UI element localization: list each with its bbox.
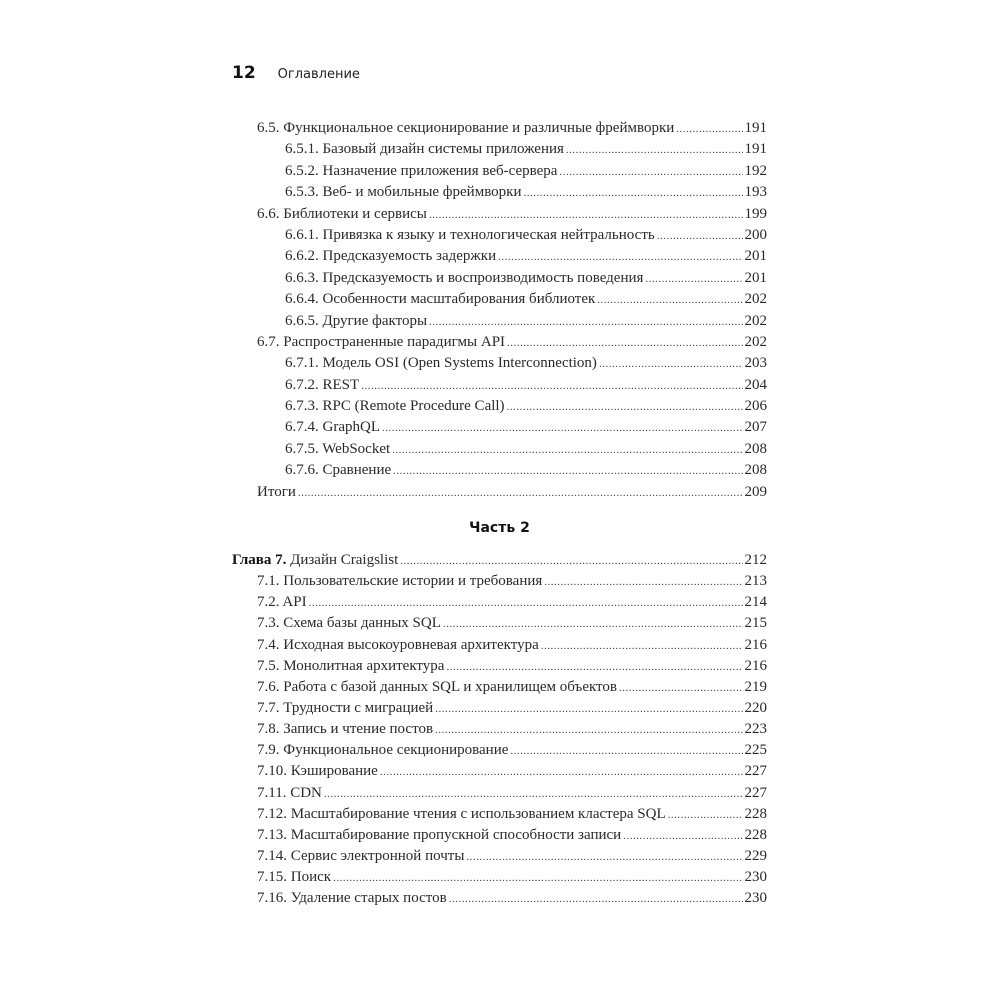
dot-leader — [392, 440, 742, 461]
toc-entry — [232, 417, 767, 438]
toc-entry — [232, 118, 767, 139]
dot-leader — [599, 354, 743, 375]
page-ref: 215 — [744, 615, 767, 632]
part-heading: Часть 2 — [469, 520, 530, 536]
page-ref: 228 — [744, 826, 767, 843]
dot-leader — [446, 657, 742, 678]
entry-title: 7.12. Масштабирование чтения с использованием кластера SQL — [257, 805, 666, 822]
running-header — [232, 63, 360, 83]
entry-title: 7.13. Масштабирование пропускной способности записи — [257, 826, 622, 843]
entry-title: 7.5. Монолитная архитектура — [257, 657, 445, 674]
running-title: Оглавление — [277, 67, 360, 82]
page-ref: 209 — [744, 483, 767, 500]
toc-entry — [232, 139, 767, 160]
page-ref: 208 — [744, 462, 767, 479]
toc-entry — [232, 396, 767, 417]
dot-leader — [449, 889, 743, 910]
toc-entry — [232, 656, 767, 677]
dot-leader — [507, 397, 743, 418]
toc-entry — [232, 677, 767, 698]
dot-leader — [597, 290, 742, 311]
page-ref: 227 — [744, 763, 767, 780]
toc-entry — [232, 375, 767, 396]
entry-title: 6.6.2. Предсказуемость задержки — [285, 248, 497, 265]
dot-leader — [566, 140, 743, 161]
toc-entry — [232, 289, 767, 310]
toc-entry — [232, 719, 767, 740]
entry-title: 6.5.3. Веб- и мобильные фреймворки — [285, 184, 522, 201]
dot-leader — [380, 762, 743, 783]
page-ref: 223 — [744, 721, 767, 738]
dot-leader — [524, 183, 743, 204]
page-ref: 216 — [744, 636, 767, 653]
entry-title: 7.9. Функциональное секционирование — [257, 742, 509, 759]
dot-leader — [324, 784, 743, 805]
dot-leader — [507, 333, 742, 354]
toc-entry — [232, 783, 767, 804]
page-ref: 225 — [744, 742, 767, 759]
dot-leader — [443, 614, 743, 635]
page-ref: 193 — [744, 184, 767, 201]
dot-leader — [309, 593, 743, 614]
toc-entry — [232, 825, 767, 846]
page-ref: 199 — [744, 205, 767, 222]
toc-entry — [232, 246, 767, 267]
toc-entry — [232, 439, 767, 460]
entry-title: 7.11. CDN — [257, 784, 322, 801]
page-ref: 230 — [744, 869, 767, 886]
toc-section-chapter-6 — [232, 118, 767, 503]
page-ref: 230 — [744, 890, 767, 907]
dot-leader — [541, 636, 743, 657]
page-ref: 201 — [744, 248, 767, 265]
entry-title: 7.1. Пользовательские истории и требования — [257, 573, 543, 590]
toc-entry — [232, 613, 767, 634]
entry-title: 7.2. API — [257, 594, 307, 611]
toc-entry — [232, 204, 767, 225]
page-ref: 214 — [744, 594, 767, 611]
toc-entry — [232, 482, 767, 503]
entry-title: 7.7. Трудности с миграцией — [257, 699, 434, 716]
page-ref: 207 — [744, 419, 767, 436]
dot-leader — [466, 847, 742, 868]
entry-title: 6.7.3. RPC (Remote Procedure Call) — [285, 398, 505, 415]
dot-leader — [645, 269, 742, 290]
toc-entry — [232, 592, 767, 613]
entry-title: Итоги — [257, 483, 296, 500]
toc-entry — [232, 353, 767, 374]
entry-title: 7.16. Удаление старых постов — [257, 890, 447, 907]
dot-leader — [657, 226, 743, 247]
page-ref: 191 — [744, 120, 767, 136]
chapter-label: Глава 7. — [232, 552, 287, 568]
entry-title: 6.6. Библиотеки и сервисы — [257, 205, 427, 222]
toc-entry — [232, 846, 767, 867]
toc-entry — [232, 268, 767, 289]
entry-title: 6.6.3. Предсказуемость и воспроизводимость поведения — [285, 269, 644, 286]
page-ref: 216 — [744, 657, 767, 674]
toc-entry — [232, 740, 767, 761]
entry-title: 6.7.6. Сравнение — [285, 462, 392, 479]
toc-entry — [232, 698, 767, 719]
page-ref: 202 — [744, 333, 767, 350]
toc-entry — [232, 161, 767, 182]
page-ref: 202 — [744, 291, 767, 308]
entry-title: 6.7.2. REST — [285, 376, 360, 393]
dot-leader — [498, 247, 742, 268]
toc-entry — [232, 332, 767, 353]
page-ref: 203 — [744, 355, 767, 372]
toc-entry — [232, 635, 767, 656]
page-ref: 213 — [744, 573, 767, 590]
dot-leader — [393, 461, 742, 482]
dot-leader — [623, 826, 742, 847]
toc-entry — [232, 460, 767, 481]
toc-section-chapter-7 — [232, 550, 767, 909]
toc-entry — [232, 867, 767, 888]
dot-leader — [435, 720, 742, 741]
page-number: 12 — [232, 63, 256, 83]
toc-entry — [232, 182, 767, 203]
page-ref: 212 — [744, 552, 767, 568]
entry-title: 6.5. Функциональное секционирование и различные фреймворки — [257, 120, 675, 136]
dot-leader — [668, 805, 743, 826]
entry-title: 6.7.4. GraphQL — [285, 419, 380, 436]
page-ref: 219 — [744, 678, 767, 695]
entry-title: 6.5.1. Базовый дизайн системы приложения — [285, 141, 564, 158]
dot-leader — [544, 572, 742, 593]
entry-title: 7.10. Кэширование — [257, 763, 378, 780]
page-ref: 227 — [744, 784, 767, 801]
toc-entry — [232, 225, 767, 246]
page-ref: 192 — [744, 162, 767, 179]
entry-title: 6.6.1. Привязка к языку и технологическая нейтральность — [285, 226, 655, 243]
page-ref: 228 — [744, 805, 767, 822]
entry-title: 7.8. Запись и чтение постов — [257, 721, 434, 738]
dot-leader — [333, 868, 742, 889]
page-ref: 202 — [744, 312, 767, 329]
dot-leader — [619, 678, 743, 699]
entry-title: 6.6.5. Другие факторы — [285, 312, 428, 329]
page-ref: 229 — [744, 847, 767, 864]
page-ref: 201 — [744, 269, 767, 286]
toc-entry — [232, 888, 767, 909]
entry-title: 7.3. Схема базы данных SQL — [257, 615, 441, 632]
dot-leader — [361, 376, 742, 397]
dot-leader — [382, 418, 743, 439]
page-ref: 220 — [744, 699, 767, 716]
entry-title: 6.6.4. Особенности масштабирования библиотек — [285, 291, 596, 308]
toc-entry — [232, 571, 767, 592]
toc-entry — [232, 761, 767, 782]
dot-leader — [400, 551, 742, 572]
dot-leader — [429, 312, 742, 333]
dot-leader — [676, 119, 742, 140]
toc-chapter-entry — [232, 550, 767, 571]
page-ref: 200 — [744, 226, 767, 243]
page-ref: 191 — [744, 141, 767, 158]
dot-leader — [435, 699, 742, 720]
toc-entry — [232, 804, 767, 825]
toc-entry — [232, 311, 767, 332]
entry-title: 6.7.5. WebSocket — [285, 440, 391, 457]
entry-title: 7.4. Исходная высокоуровневая архитектура — [257, 636, 539, 653]
dot-leader — [559, 162, 742, 183]
dot-leader — [429, 205, 743, 226]
entry-title: 6.5.2. Назначение приложения веб-сервера — [285, 162, 558, 179]
chapter-title: Дизайн Craigslist — [290, 552, 399, 568]
dot-leader — [298, 483, 743, 504]
entry-title: 6.7. Распространенные парадигмы API — [257, 333, 506, 350]
page-ref: 208 — [744, 440, 767, 457]
entry-title: 7.15. Поиск — [257, 869, 332, 886]
dot-leader — [510, 741, 742, 762]
page-ref: 204 — [744, 376, 767, 393]
entry-title: 6.7.1. Модель OSI (Open Systems Interconnection) — [285, 355, 597, 372]
page-ref: 206 — [744, 398, 767, 415]
entry-title: 7.14. Сервис электронной почты — [257, 847, 465, 864]
entry-title: 7.6. Работа с базой данных SQL и хранилищем объектов — [257, 678, 617, 695]
